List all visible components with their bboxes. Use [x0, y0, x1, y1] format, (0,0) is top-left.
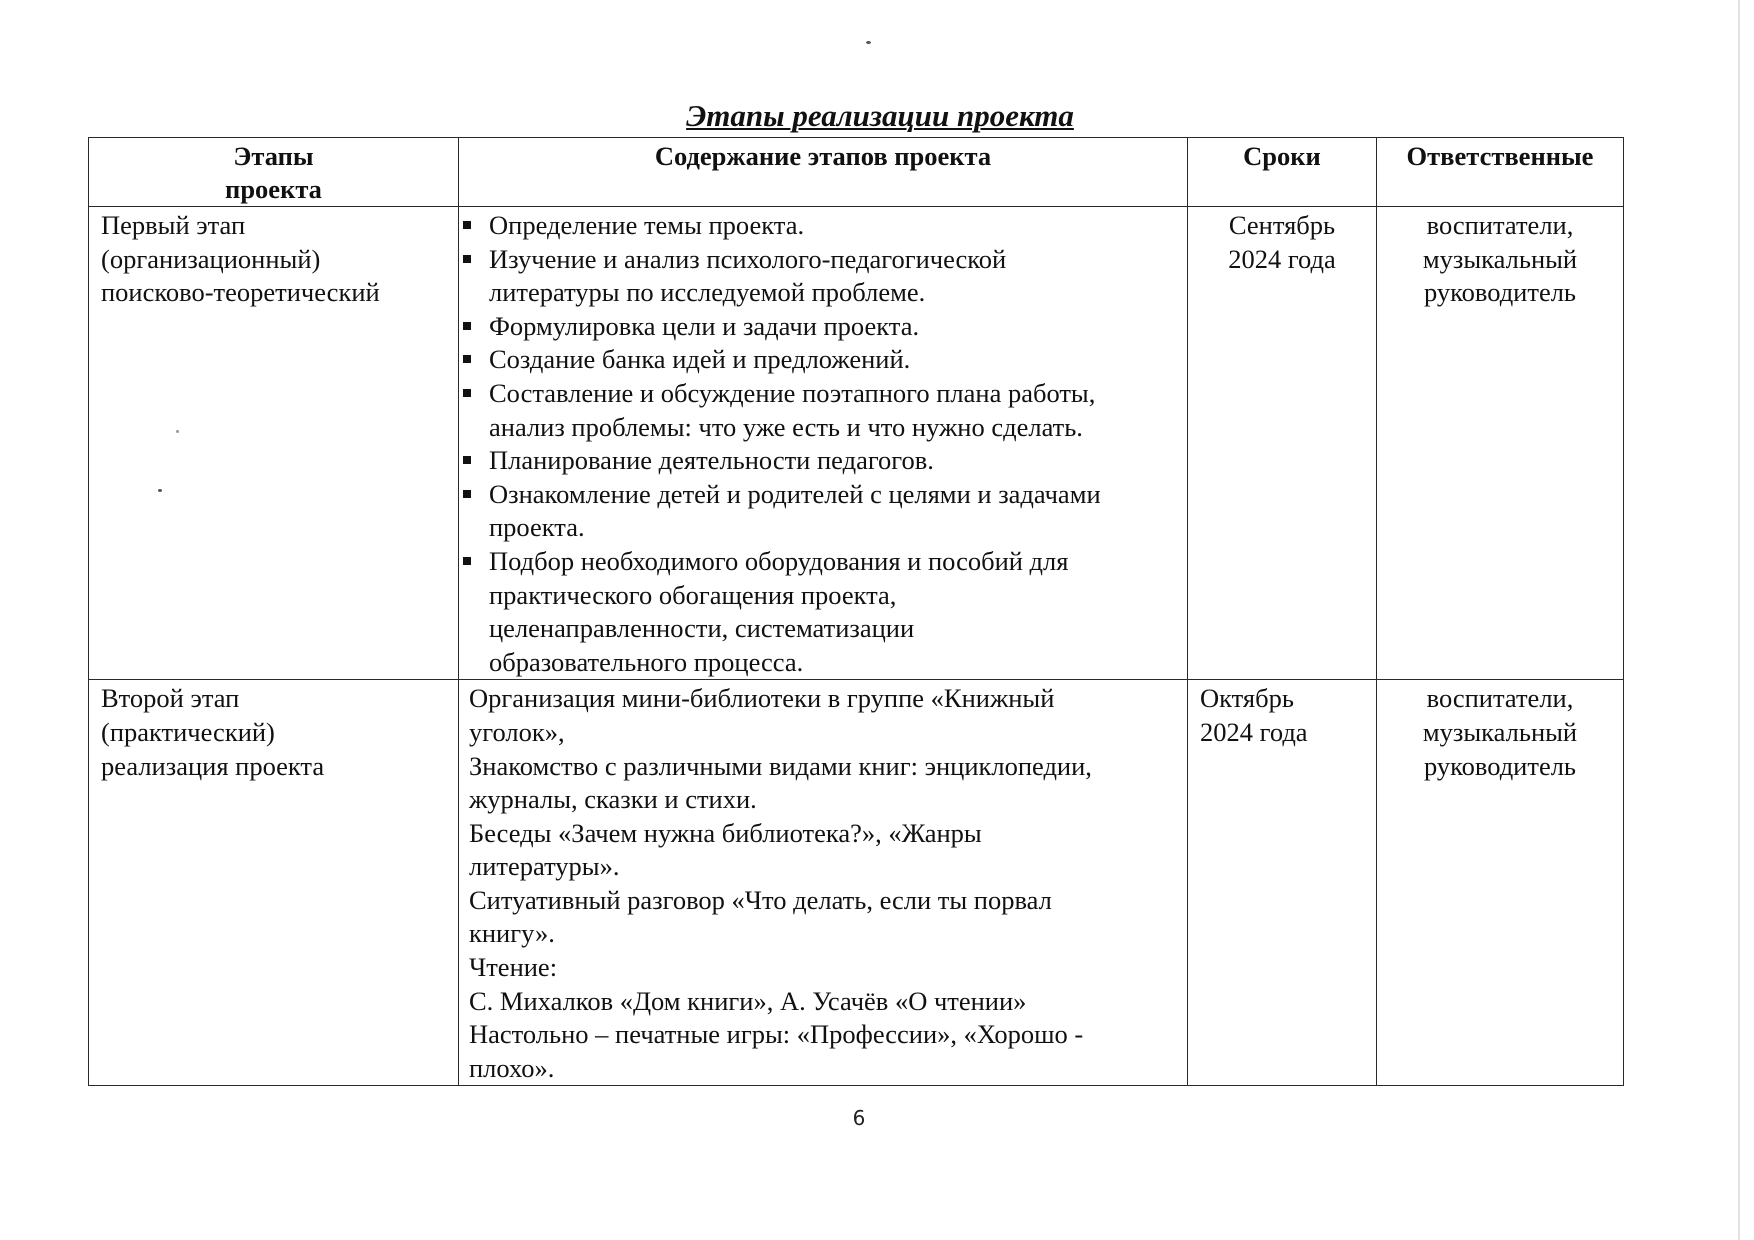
responsible-cell: воспитатели, музыкальный руководитель — [1377, 207, 1624, 680]
content-line: литературы». — [469, 851, 620, 882]
list-item: Изучение и анализ психолого-педагогической литературы по исследуемой проблеме. — [459, 243, 1187, 310]
table-row — [89, 207, 1624, 680]
dates-cell: Октябрь 2024 года — [1188, 680, 1377, 1086]
project-stages-table — [88, 137, 1624, 1086]
list-item: Составление и обсуждение поэтапного плана работы, анализ проблемы: что уже есть и что нужно сделать. — [459, 377, 1187, 444]
square-bullet-icon — [463, 221, 471, 229]
bullet-list — [459, 207, 1187, 679]
header-dates: Сроки — [1188, 138, 1377, 207]
content-cell — [459, 680, 1188, 1086]
content-line: С. Михалков «Дом книги», А. Усачёв «О чтении» — [469, 985, 1027, 1016]
table-row — [89, 680, 1624, 1086]
table-header-row — [89, 138, 1624, 207]
header-responsible: Ответственные — [1377, 138, 1624, 207]
content-line: Беседы «Зачем нужна библиотека?», «Жанры — [469, 817, 982, 848]
square-bullet-icon — [463, 456, 471, 464]
scan-edge-artifact — [1738, 0, 1740, 1240]
page-number: 6 — [852, 1106, 866, 1130]
square-bullet-icon — [463, 557, 471, 565]
stage-line: (организационный) — [101, 243, 321, 274]
dates-cell: Сентябрь 2024 года — [1188, 207, 1377, 680]
stage-cell — [89, 207, 459, 680]
content-line: книгу». — [469, 918, 555, 949]
list-item: Ознакомление детей и родителей с целями и задачами проекта. — [459, 478, 1187, 545]
stage-line: Первый этап — [101, 210, 246, 240]
content-line: Настольно – печатные игры: «Профессии», «Хорошо - — [469, 1019, 1084, 1050]
list-item: Формулировка цели и задачи проекта. — [459, 310, 1187, 344]
square-bullet-icon — [463, 490, 471, 498]
stage-line: поисково-теоретический — [101, 277, 380, 308]
stage-line: (практический) — [101, 716, 275, 747]
content-line: уголок», — [469, 716, 565, 747]
content-cell — [459, 207, 1188, 680]
content-line: Организация мини-библиотеки в группе «Книжный — [469, 683, 1055, 714]
header-stage — [89, 138, 459, 207]
list-item: Создание банка идей и предложений. — [459, 343, 1187, 377]
square-bullet-icon — [463, 389, 471, 397]
content-line: Чтение: — [469, 952, 558, 983]
content-line: плохо». — [469, 1052, 555, 1083]
stage-line: Второй этап — [101, 683, 240, 714]
header-content: Содержание этапов проекта — [459, 138, 1188, 207]
content-line: Знакомство с различными видами книг: энциклопедии, — [469, 750, 1092, 781]
square-bullet-icon — [463, 255, 471, 263]
list-item: Подбор необходимого оборудования и пособий для практического обогащения проекта, целенаправленности, систематизации образовательного процесса. — [459, 545, 1187, 679]
content-line: Ситуативный разговор «Что делать, если ты порвал — [469, 884, 1052, 915]
header-stage-line: проекта — [225, 174, 322, 204]
list-item: Определение темы проекта. — [459, 209, 1187, 243]
document-title: Этапы реализации проекта — [686, 98, 1074, 133]
header-stage-line: Этапы — [233, 141, 314, 171]
stage-line: реализация проекта — [101, 750, 325, 781]
square-bullet-icon — [463, 355, 471, 363]
list-item: Планирование деятельности педагогов. — [459, 444, 1187, 478]
stage-cell — [89, 680, 459, 1086]
content-line: журналы, сказки и стихи. — [469, 784, 757, 815]
scan-speck — [866, 41, 871, 44]
responsible-cell: воспитатели, музыкальный руководитель — [1377, 680, 1624, 1086]
square-bullet-icon — [463, 322, 471, 330]
